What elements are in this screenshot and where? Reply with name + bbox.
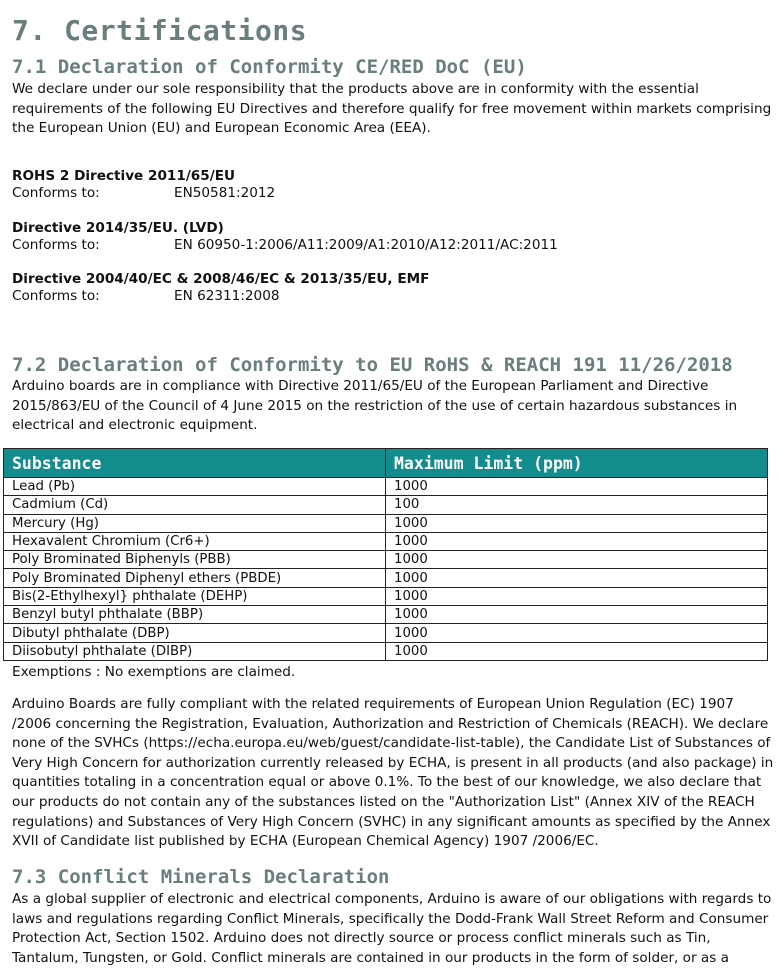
directive-emf: [12, 271, 429, 305]
section-7-1-title: 7.1 Declaration of Conformity CE/RED DoC (EU): [12, 56, 527, 78]
header-max-limit: Maximum Limit (ppm): [386, 449, 768, 478]
directive-title: Directive 2014/35/EU. (LVD): [12, 220, 224, 236]
directive-title: ROHS 2 Directive 2011/65/EU: [12, 168, 236, 184]
substance-cell: Poly Brominated Biphenyls (PBB): [4, 551, 386, 569]
conforms-value: EN 60950-1:2006/A11:2009/A1:2010/A12:2011/AC:2011: [174, 237, 558, 253]
directive-title: Directive 2004/40/EC & 2008/46/EC & 2013/35/EU, EMF: [12, 271, 430, 287]
table-row: [4, 624, 768, 642]
section-7-2-intro: Arduino boards are in compliance with Directive 2011/65/EU of the European Parliament and Directive 2015/863/EU of the Council of 4 June 2015 on the restriction of the use of certain hazardous substances in electrical and electronic equipment.: [12, 378, 738, 434]
limit-cell: 1000: [386, 569, 768, 587]
limit-cell: 1000: [386, 624, 768, 642]
limit-cell: 100: [386, 496, 768, 514]
substance-cell: Mercury (Hg): [4, 514, 386, 532]
conforms-value: EN50581:2012: [174, 185, 276, 201]
header-substance: Substance: [4, 449, 386, 478]
conforms-value: EN 62311:2008: [174, 288, 280, 304]
table-row: [4, 606, 768, 624]
conforms-label: Conforms to:: [12, 288, 100, 304]
limit-cell: 1000: [386, 642, 768, 660]
limit-cell: 1000: [386, 587, 768, 605]
section-7-1-intro: We declare under our sole responsibility that the products above are in conformity with the essential requirements of the following EU Directives and therefore qualify for free movement within markets comprising the European Union (EU) and European Economic Area (EEA).: [12, 81, 772, 137]
table-row: [4, 478, 768, 496]
table-row: [4, 514, 768, 532]
substance-cell: Diisobutyl phthalate (DIBP): [4, 642, 386, 660]
exemptions-note: Exemptions : No exemptions are claimed.: [12, 664, 296, 680]
page-title: 7. Certifications: [12, 14, 308, 47]
directive-lvd: [12, 220, 558, 254]
table-row: [4, 642, 768, 660]
substance-cell: Hexavalent Chromium (Cr6+): [4, 532, 386, 550]
conforms-label: Conforms to:: [12, 237, 100, 253]
limit-cell: 1000: [386, 606, 768, 624]
directive-rohs: [12, 168, 276, 202]
limit-cell: 1000: [386, 478, 768, 496]
substance-cell: Lead (Pb): [4, 478, 386, 496]
substance-cell: Benzyl butyl phthalate (BBP): [4, 606, 386, 624]
table-row: [4, 587, 768, 605]
conforms-label: Conforms to:: [12, 185, 100, 201]
table-row: [4, 496, 768, 514]
table-row: [4, 551, 768, 569]
limit-cell: 1000: [386, 532, 768, 550]
table-row: [4, 569, 768, 587]
section-7-2-title: 7.2 Declaration of Conformity to EU RoHS & REACH 191 11/26/2018: [12, 354, 733, 376]
limit-cell: 1000: [386, 514, 768, 532]
table-row: [4, 532, 768, 550]
reach-paragraph: Arduino Boards are fully compliant with the related requirements of European Union Regulation (EC) 1907 /2006 concerning the Registration, Evaluation, Authorization and Restriction of Chemicals (REACH). We declare none of the SVHCs (https://echa.europa.eu/web/guest/candidate-list-table), the Candidate List of Substances of Very High Concern for authorization currently released by ECHA, is present in all products (and also package) in quantities totaling in a concentration equal or above 0.1%. To the best of our knowledge, we also declare that our products do not contain any of the substances listed on the "Authorization List" (Annex XIV of the REACH regulations) and Substances of Very High Concern (SVHC) in any significant amounts as specified by the Annex XVII of Candidate list published by ECHA (European Chemical Agency) 1907 /2006/EC.: [12, 696, 774, 850]
substance-cell: Bis(2-Ethylhexyl} phthalate (DEHP): [4, 587, 386, 605]
substance-cell: Cadmium (Cd): [4, 496, 386, 514]
section-7-3-title: 7.3 Conflict Minerals Declaration: [12, 866, 390, 888]
substance-cell: Dibutyl phthalate (DBP): [4, 624, 386, 642]
substance-cell: Poly Brominated Diphenyl ethers (PBDE): [4, 569, 386, 587]
conflict-minerals-paragraph: As a global supplier of electronic and electrical components, Arduino is aware of our obligations with regards to laws and regulations regarding Conflict Minerals, specifically the Dodd-Frank Wall Street Reform and Consumer Protection Act, Section 1502. Arduino does not directly source or process conflict minerals such as Tin, Tantalum, Tungsten, or Gold. Conflict minerals are contained in our products in the form of solder, or as a: [12, 891, 772, 966]
table-header-row: [4, 449, 768, 478]
substance-table: [3, 448, 768, 661]
limit-cell: 1000: [386, 551, 768, 569]
